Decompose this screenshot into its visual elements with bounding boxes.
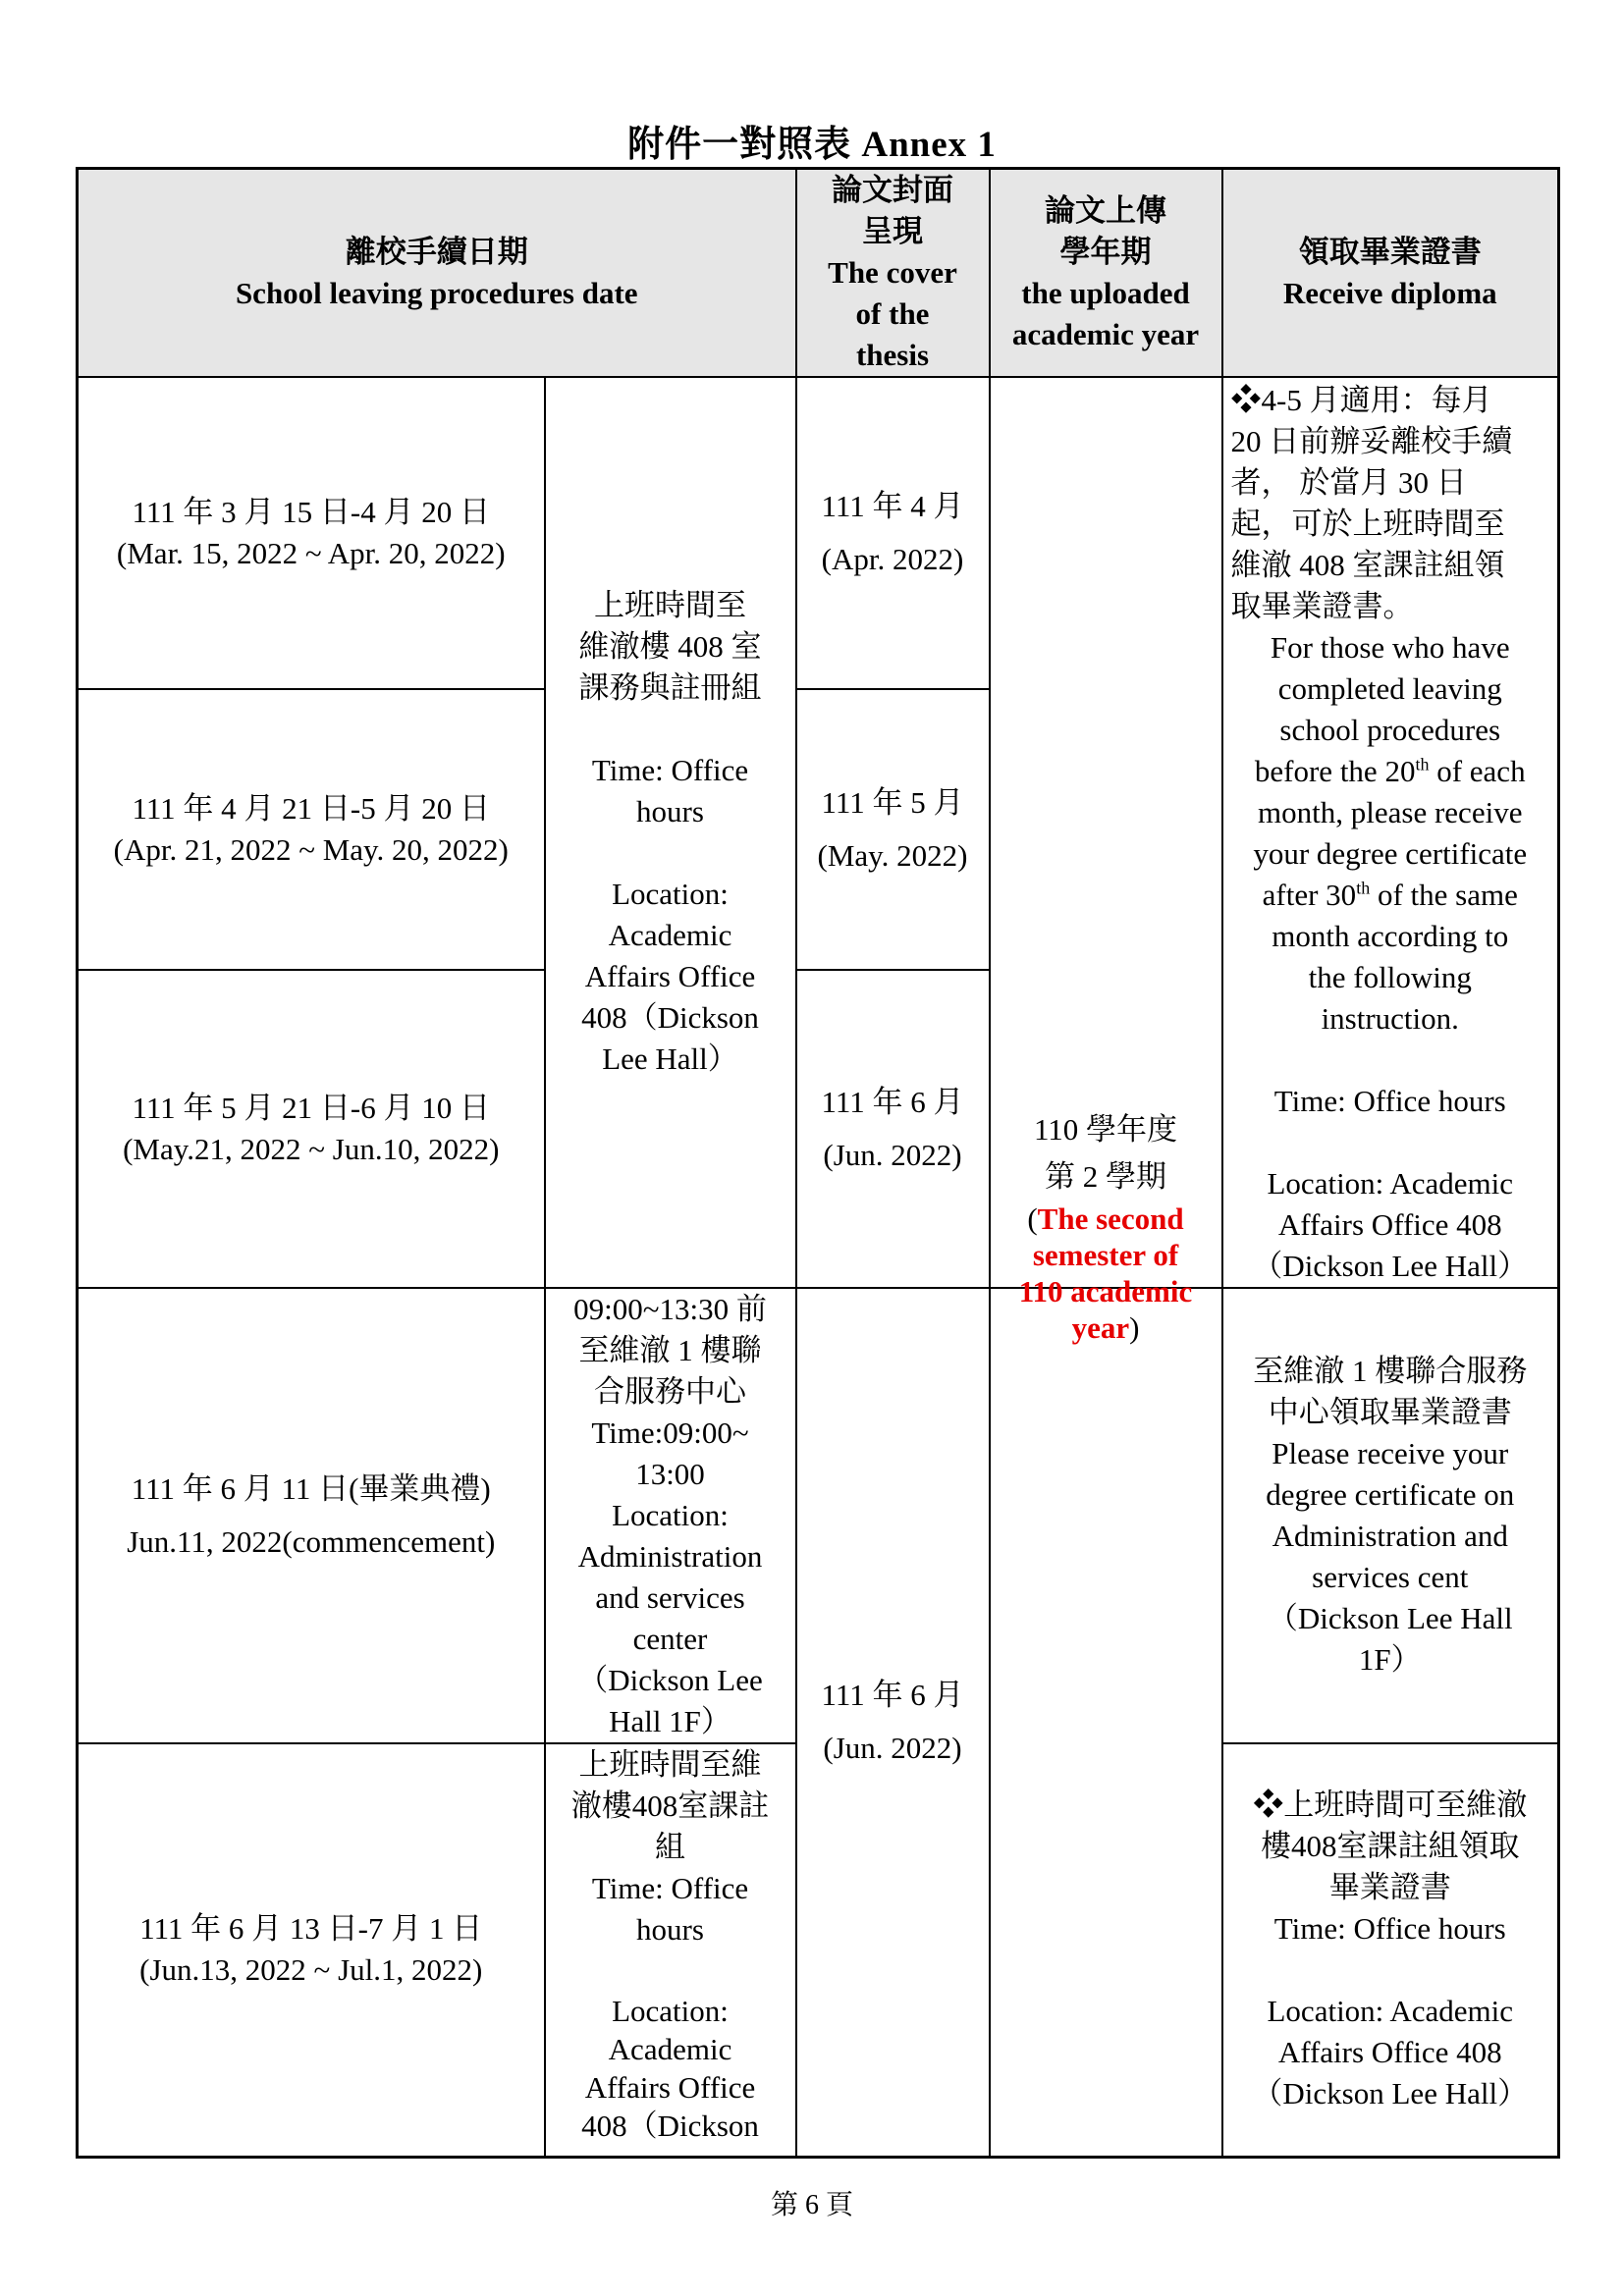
diploma-note-b [1222,1288,1559,1743]
diploma-a-line: Time: Office hours [1273,1084,1506,1118]
diploma-a-line: completed leaving [1277,671,1502,706]
diploma-note-a [1222,377,1559,1288]
row2-cover-en: (May. 2022) [817,837,968,873]
row5-date [78,1743,545,2157]
row3-cover [796,970,990,1288]
row5-date-en: (Jun.13, 2022 ~ Jul.1, 2022) [139,1952,483,1988]
location-b-line: Hall 1F） [609,1704,731,1738]
diploma-a-line: For those who have [1270,630,1510,665]
upload-semester-continued [990,1288,1222,2157]
header-upload-zh2: 學年期 [1059,235,1152,269]
page-number: 第 6 頁 [770,2190,853,2220]
diploma-a-line: month, please receive [1258,795,1523,829]
location-c-line: Location: [612,1994,729,2028]
diploma-b-line: degree certificate on [1266,1477,1515,1512]
location-a-line: Lee Hall） [602,1041,738,1076]
diploma-a-line: school procedures [1279,713,1501,747]
row2-date [78,689,545,971]
header-diploma [1222,169,1559,378]
location-c-line: 組 [655,1830,685,1864]
header-date-en: School leaving procedures date [235,276,638,310]
diploma-a-text: after 30 [1262,878,1357,912]
row2-cover [796,689,990,971]
header-upload-en2: academic year [1011,317,1200,351]
diploma-c-line: Location: Academic [1267,1994,1513,2029]
row1-cover-en: (Apr. 2022) [821,541,964,576]
semester-en2: semester of [1032,1238,1179,1272]
location-a-line: 維澈樓 408 室 [578,629,762,664]
header-cover-en2: of the [855,296,930,331]
annex-table [76,167,1560,2159]
location-a-line: Affairs Office [584,959,756,993]
row4-cover-en: (Jun. 2022) [823,1731,962,1766]
diploma-a-line: month according to [1272,919,1509,953]
row3-cover-zh: 111 年 6 月 [821,1085,964,1120]
header-date [78,169,796,378]
row3-date-en: (May.21, 2022 ~ Jun.10, 2022) [123,1132,500,1167]
row4-date-zh: 111 年 6 月 11 日(畢業典禮) [131,1471,491,1506]
row2-date-zh: 111 年 4 月 21 日-5 月 20 日 [132,790,491,826]
diploma-b-line: 至維澈 1 樓聯合服務 [1253,1354,1528,1388]
location-a-line: 上班時間至 [594,588,746,622]
semester-en4: year [1071,1310,1130,1345]
header-upload-zh1: 論文上傳 [1045,193,1166,228]
row4-date-en: Jun.11, 2022(commencement) [127,1524,496,1559]
diploma-a-text: of each [1429,754,1526,788]
diploma-b-line: 1F） [1358,1642,1422,1677]
table-row [78,1288,1559,1743]
location-b-line: Administration [577,1539,763,1574]
diploma-a-line: 起，可於上班時間至 [1230,507,1505,541]
header-cover-en3: thesis [855,338,930,372]
diploma-c-line: （Dickson Lee Hall） [1252,2076,1529,2111]
location-a-line: Time: Office [591,753,749,787]
semester-zh1: 110 學年度 [1033,1112,1178,1147]
location-c-line: 408（Dickson [581,2109,759,2143]
table-row [78,377,1559,689]
row1-date-zh: 111 年 3 月 15 日-4 月 20 日 [132,494,491,529]
row3-date [78,970,545,1288]
location-office-408-b [545,1743,796,2157]
location-a-line: 408（Dickson [581,1000,759,1035]
diploma-c-line: 樓408室課註組領取 [1261,1829,1520,1864]
location-a-line: Academic [608,918,732,952]
diploma-b-line: （Dickson Lee Hall [1267,1601,1513,1635]
semester-open-paren: ( [1027,1201,1038,1236]
header-cover-en1: The cover [828,255,957,290]
row2-date-en: (Apr. 21, 2022 ~ May. 20, 2022) [113,831,509,867]
semester-en3: 110 academic [1018,1274,1193,1308]
header-upload [990,169,1222,378]
location-c-line: Academic [608,2032,732,2066]
row4-cover-zh: 111 年 6 月 [821,1678,964,1713]
location-service-center [545,1288,796,1743]
upload-semester [990,377,1222,1345]
location-b-line: （Dickson Lee [577,1663,763,1697]
row1-date-en: (Mar. 15, 2022 ~ Apr. 20, 2022) [116,535,506,570]
row1-cover [796,377,990,689]
header-diploma-en: Receive diploma [1282,276,1497,310]
diploma-a-line: instruction. [1321,1001,1459,1036]
diploma-a-line: （Dickson Lee Hall） [1252,1249,1529,1283]
row3-date-zh: 111 年 5 月 21 日-6 月 10 日 [132,1091,491,1126]
row1-date [78,377,545,689]
page-title: 附件一對照表 Annex 1 [627,125,997,165]
diploma-b-line: services cent [1312,1560,1469,1594]
diploma-note-c [1222,1743,1559,2157]
diploma-c-line: ❖上班時間可至維澈 [1253,1788,1528,1823]
row4-cover [796,1288,990,2157]
semester-zh2: 第 2 學期 [1045,1159,1166,1194]
location-b-line: 至維澈 1 樓聯 [578,1333,762,1367]
location-a-line: hours [636,794,704,828]
location-c-line: 上班時間至維 [578,1747,762,1782]
location-c-line: Time: Office [591,1871,749,1905]
diploma-a-line: the following [1308,960,1472,994]
location-c-line: Affairs Office [584,2070,756,2105]
location-b-line: 合服務中心 [594,1374,746,1409]
row5-date-zh: 111 年 6 月 13 日-7 月 1 日 [139,1911,483,1947]
diploma-c-line: Affairs Office 408 [1277,2035,1502,2070]
row2-cover-zh: 111 年 5 月 [821,784,964,820]
diploma-a-line: ❖4-5 月適用：每月 [1230,383,1492,417]
header-diploma-zh: 領取畢業證書 [1298,235,1482,269]
diploma-a-line: Location: Academic [1267,1166,1513,1201]
diploma-c-line: 畢業證書 [1328,1870,1451,1905]
header-row [78,169,1559,378]
diploma-a-text: before the 20 [1254,754,1416,788]
header-date-zh: 離校手續日期 [345,235,528,269]
location-a-line: Location: [612,877,729,911]
diploma-a-sup: th [1356,878,1371,898]
header-cover [796,169,990,378]
diploma-a-line: Affairs Office 408 [1277,1207,1502,1242]
header-upload-en1: the uploaded [1021,276,1190,310]
diploma-a-text: of the same [1370,878,1518,912]
location-b-line: 13:00 [635,1457,705,1491]
diploma-b-line: Please receive your [1272,1436,1509,1470]
location-b-line: 09:00~13:30 前 [573,1292,767,1326]
semester-close-paren: ) [1129,1310,1140,1345]
row1-cover-zh: 111 年 4 月 [821,488,964,523]
diploma-b-line: Administration and [1272,1519,1508,1553]
location-c-line: hours [636,1912,704,1947]
diploma-a-line: 20 日前辦妥離校手續 [1230,424,1513,458]
location-office-408 [545,377,796,1288]
diploma-a-sup: th [1415,754,1430,774]
location-b-line: and services [595,1580,745,1615]
row4-date [78,1288,545,1743]
diploma-a-line: 取畢業證書。 [1230,589,1414,623]
semester-en1: The second [1037,1201,1184,1236]
location-b-line: Location: [612,1498,729,1532]
diploma-a-line: your degree certificate [1253,836,1528,871]
location-c-line: 澈樓408室課註 [570,1789,770,1823]
diploma-a-line: 者， 於當月 30 日 [1230,465,1467,500]
row3-cover-en: (Jun. 2022) [823,1138,962,1173]
header-cover-zh1: 論文封面 [832,173,953,207]
header-cover-zh2: 呈現 [862,214,923,248]
diploma-c-line: Time: Office hours [1273,1911,1506,1947]
location-b-line: Time:09:00~ [591,1415,749,1450]
location-a-line: 課務與註冊組 [578,670,762,705]
location-b-line: center [632,1622,708,1656]
diploma-a-line: 維澈 408 室課註組領 [1230,548,1505,582]
diploma-b-line: 中心領取畢業證書 [1268,1395,1512,1429]
